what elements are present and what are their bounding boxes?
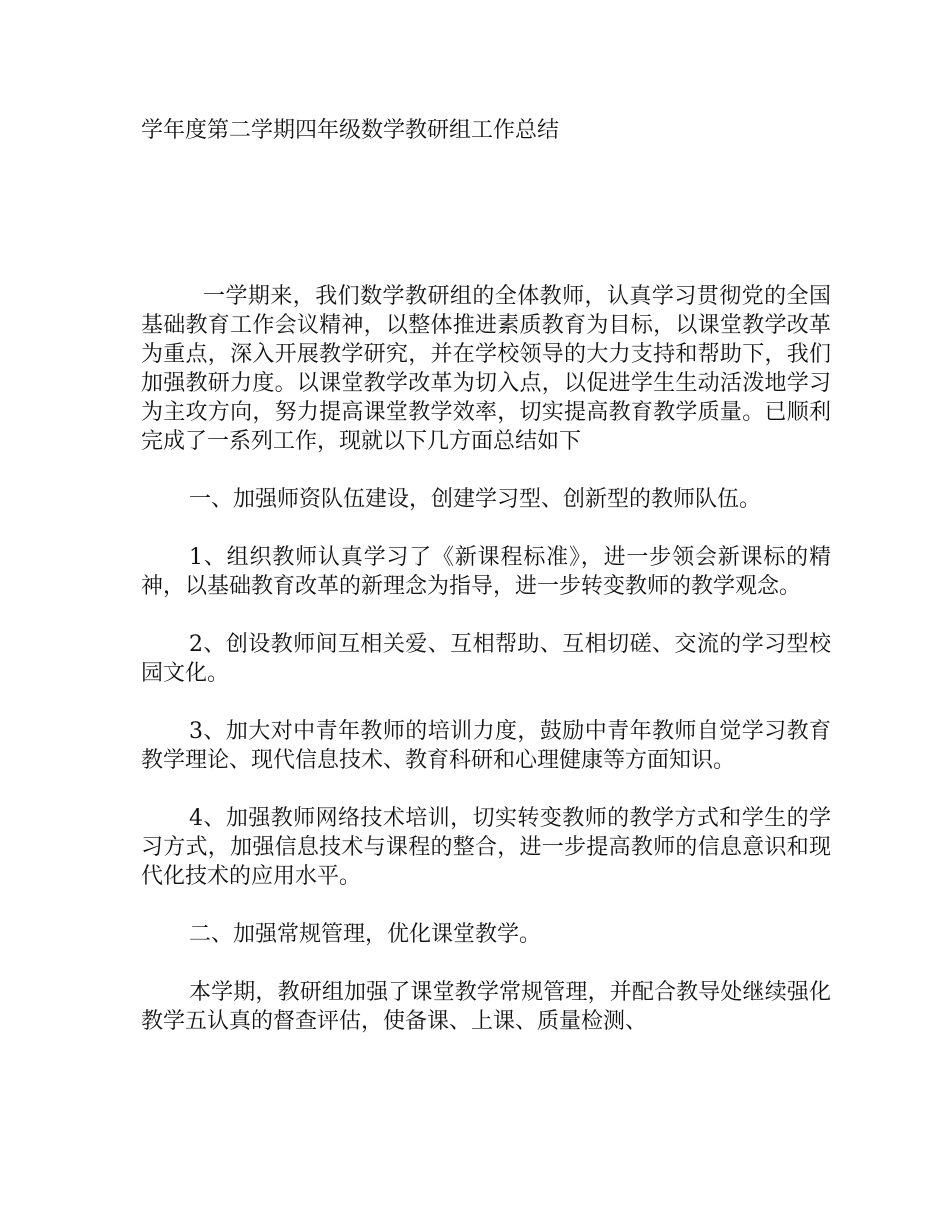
document-body bbox=[141, 282, 831, 1065]
section-heading-2: 二、加强常规管理，优化课堂教学。 bbox=[189, 922, 542, 947]
document-title: 学年度第二学期四年级数学教研组工作总结 bbox=[141, 118, 560, 143]
list-item-3: 3、加大对中青年教师的培训力度，鼓励中青年教师自觉学习教育教学理论、现代信息技术、教育科研和心理健康等方面知识。 bbox=[141, 719, 831, 773]
section-2-paragraph: 本学期，教研组加强了课堂教学常规管理，并配合教导处继续强化教学五认真的督查评估，使备课、上课、质量检测、 bbox=[141, 980, 831, 1034]
list-item-2: 2、创设教师间互相关爱、互相帮助、互相切磋、交流的学习型校园文化。 bbox=[141, 632, 831, 686]
list-item-1: 1、组织教师认真学习了《新课程标准》，进一步领会新课标的精神，以基础教育改革的新理念为指导，进一步转变教师的教学观念。 bbox=[141, 545, 831, 599]
section-heading-1: 一、加强师资队伍建设，创建学习型、创新型的教师队伍。 bbox=[189, 487, 762, 512]
list-item-4: 4、加强教师网络技术培训，切实转变教师的教学方式和学生的学习方式，加强信息技术与课程的整合，进一步提高教师的信息意识和现代化技术的应用水平。 bbox=[141, 806, 831, 889]
intro-paragraph: 一学期来，我们数学教研组的全体教师，认真学习贯彻党的全国基础教育工作会议精神，以整体推进素质教育为目标，以课堂教学改革为重点，深入开展教学研究，并在学校领导的大力支持和帮助下，我们加强教研力度。以课堂教学改革为切入点，以促进学生生动活泼地学习为主攻方向，努力提高课堂教学效率，切实提高教育教学质量。已顺利完成了一系列工作，现就以下几方面总结如下 bbox=[141, 284, 831, 454]
